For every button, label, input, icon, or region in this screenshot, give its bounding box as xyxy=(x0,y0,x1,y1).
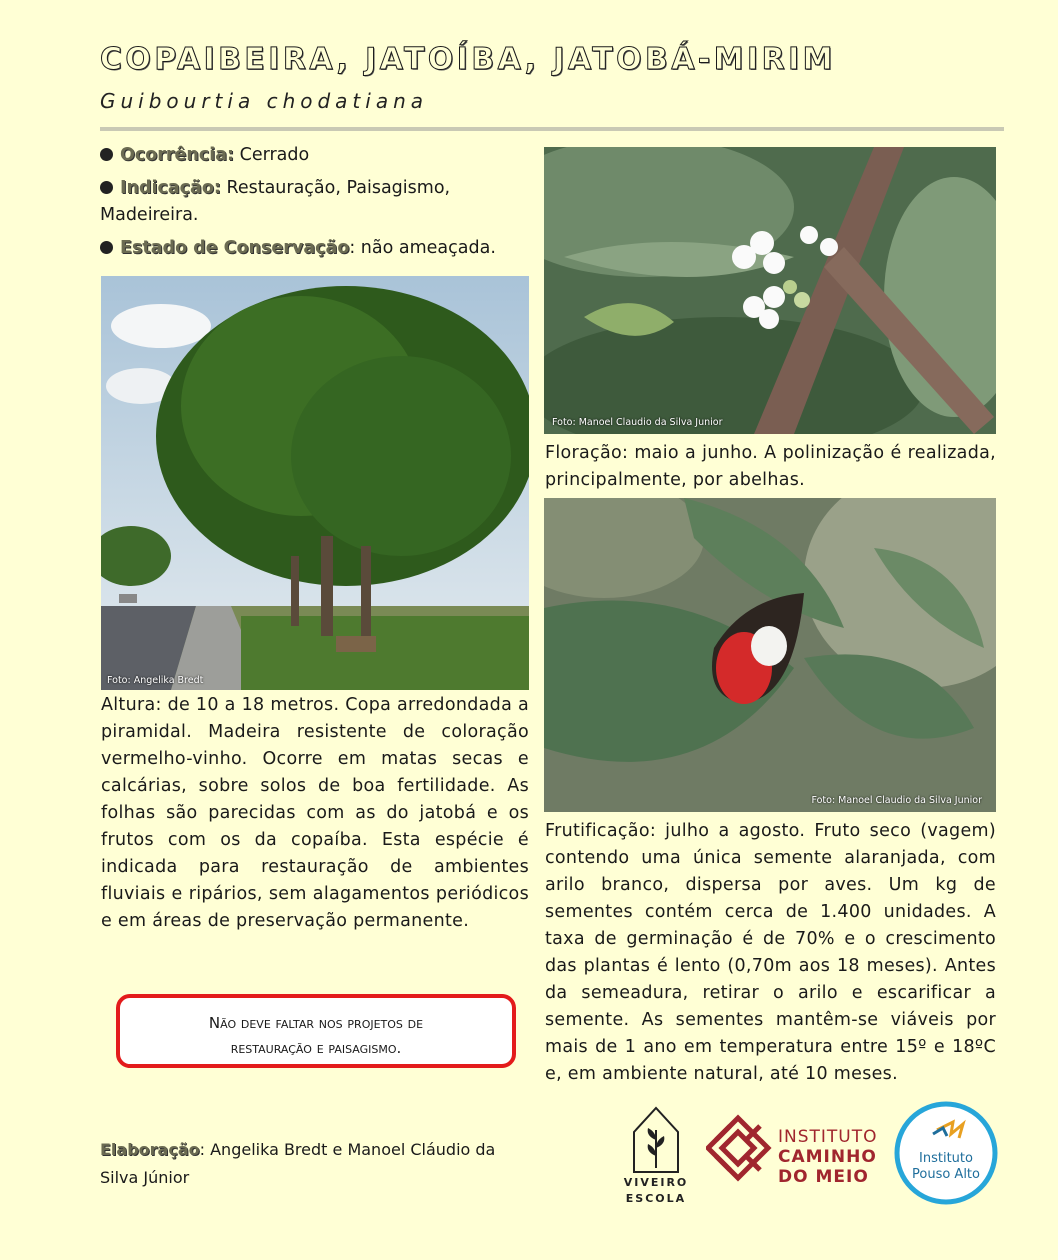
bullet-icon xyxy=(100,241,113,254)
flower-illustration xyxy=(544,147,996,434)
facts-list xyxy=(100,142,520,268)
fact-indication xyxy=(100,175,520,229)
authors-credit xyxy=(100,1136,520,1192)
pouso-text: Instituto xyxy=(919,1151,973,1166)
callout-line: restauração e paisagismo. xyxy=(230,1039,402,1057)
instituto-caminho-do-meio-logo xyxy=(706,1112,886,1198)
bullet-icon xyxy=(100,181,113,194)
photo-credit: Foto: Manoel Claudio da Silva Junior xyxy=(552,417,723,428)
fact-conservation xyxy=(100,235,520,262)
fruit-photo xyxy=(544,498,996,812)
house-plant-icon xyxy=(620,1102,700,1212)
photo-credit: Foto: Manoel Claudio da Silva Junior xyxy=(811,795,982,806)
bird-badge-icon xyxy=(893,1100,999,1206)
scientific-name: Guibourtia chodatiana xyxy=(100,89,429,113)
fact-value: : não ameaçada. xyxy=(349,238,496,258)
tree-photo xyxy=(101,276,529,690)
fact-occurrence xyxy=(100,142,520,169)
instituto-pouso-alto-logo xyxy=(893,1100,999,1206)
page-title: COPAIBEIRA, JATOÍBA, JATOBÁ-MIRIM xyxy=(100,42,836,77)
caminho-text: CAMINHO xyxy=(778,1147,877,1167)
pouso-alto-text: Pouso Alto xyxy=(912,1167,980,1182)
fruiting-text: Frutificação: julho a agosto. Fruto seco (vagem) contendo uma única semente alaranjada, com arilo branco, dispersa por aves. Um kg de sementes contém cerca de 1.400 unidades. A taxa de germinação é de 70% e o crescimento das plantas é lento (0,70m aos 18 meses). Antes da semeadura, retirar o arilo e escarificar a semente. As sementes mantêm-se viáveis por mais de 1 ano em temperatura entre 15º e 18ºC e, em ambiente natural, até 10 meses. xyxy=(545,821,996,1084)
viveiro-escola-logo xyxy=(620,1102,700,1212)
credits-label: Elaboração xyxy=(100,1140,200,1159)
header-divider xyxy=(100,127,1004,131)
fact-value: Cerrado xyxy=(234,145,310,165)
fact-label: Ocorrência: xyxy=(120,145,235,165)
description-text: Altura: de 10 a 18 metros. Copa arredondada a piramidal. Madeira resistente de coloração vermelho-vinho. Ocorre em matas secas e calcárias, sobre solos de boa fertilidade. As folhas são parecidas com as do jatobá e os frutos com os da copaíba. Esta espécie é indicada para restauração de ambientes fluviais e ripários, sem alagamentos periódicos e em áreas de preservação permanente. xyxy=(101,695,529,931)
recommendation-callout xyxy=(116,994,516,1068)
callout-line: Não deve faltar nos projetos de xyxy=(208,1014,424,1032)
viveiro-text: VIVEIRO xyxy=(623,1176,689,1189)
fruit-illustration xyxy=(544,498,996,812)
fact-value: Restauração, Paisagismo, Madeireira. xyxy=(100,178,451,225)
flower-photo xyxy=(544,147,996,434)
photo-credit: Foto: Angelika Bredt xyxy=(107,675,204,686)
bullet-icon xyxy=(100,148,113,161)
do-meio-text: DO MEIO xyxy=(778,1167,869,1187)
fact-label: Estado de Conservação xyxy=(120,238,350,258)
knot-icon xyxy=(706,1112,886,1198)
credits-text: : Angelika Bredt e Manoel Cláudio da Silva Júnior xyxy=(100,1140,496,1187)
tree-illustration xyxy=(101,276,529,690)
escola-text: ESCOLA xyxy=(625,1192,687,1205)
fact-label: Indicação: xyxy=(120,178,221,198)
instituto-text: INSTITUTO xyxy=(778,1127,878,1147)
flowering-text: Floração: maio a junho. A polinização é realizada, principalmente, por abelhas. xyxy=(545,443,996,490)
